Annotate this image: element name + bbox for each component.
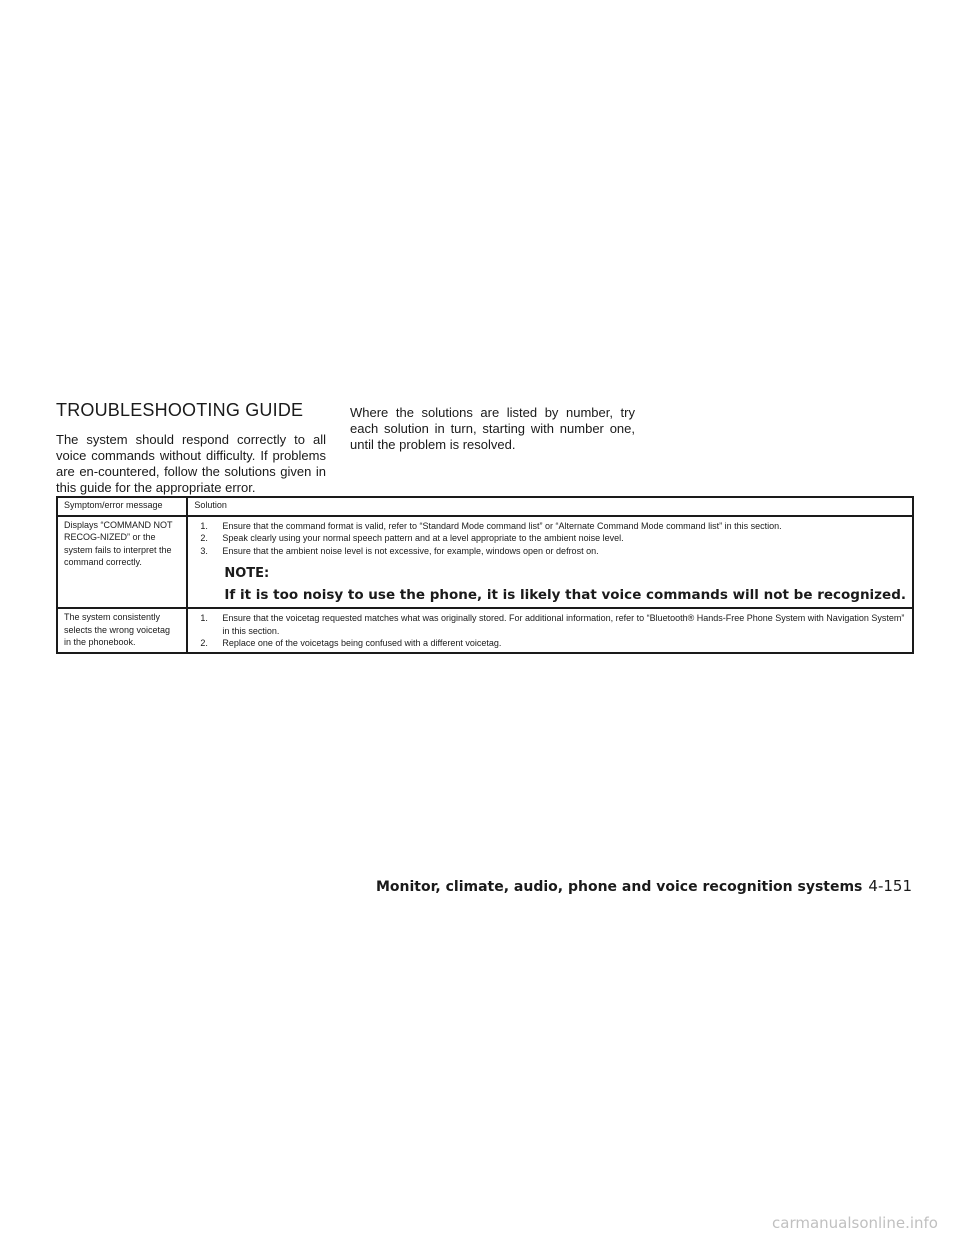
table-row xyxy=(57,608,913,653)
step-text: Ensure that the ambient noise level is not excessive, for example, windows open or defrost on. xyxy=(222,545,599,556)
step-number: 3. xyxy=(200,545,208,556)
intro-paragraph-left: The system should respond correctly to all voice commands without difficulty. If problems are en-countered, follow the solutions given in this guide for the appropriate error. xyxy=(56,432,326,495)
step-number: 1. xyxy=(200,613,208,623)
symptom-cell: Displays “COMMAND NOT RECOG-NIZED” or the system fails to interpret the command correctly. xyxy=(57,516,187,609)
symptom-cell: The system consistently selects the wrong voicetag in the phonebook. xyxy=(57,608,187,653)
solution-cell xyxy=(187,516,913,609)
solution-steps xyxy=(194,612,906,650)
page-footer xyxy=(376,877,912,895)
step-text: Speak clearly using your normal speech pattern and at a level appropriate to the ambient noise level. xyxy=(222,533,624,543)
step-number: 2. xyxy=(200,638,208,648)
solution-step xyxy=(194,532,906,545)
chapter-title: Monitor, climate, audio, phone and voice recognition systems xyxy=(375,879,863,895)
note-label: NOTE: xyxy=(224,566,270,581)
watermark: carmanualsonline.info xyxy=(772,1214,938,1232)
troubleshooting-table xyxy=(56,496,914,654)
note-text: If it is too noisy to use the phone, it is likely that voice commands will not be recognized. xyxy=(224,587,906,603)
solution-step xyxy=(194,612,906,637)
solution-steps xyxy=(194,520,906,558)
section-title: TROUBLESHOOTING GUIDE xyxy=(56,400,304,420)
step-text: Replace one of the voicetags being confused with a different voicetag. xyxy=(222,638,502,648)
solution-step xyxy=(194,545,906,558)
header-symptom: Symptom/error message xyxy=(57,497,187,516)
table-row xyxy=(57,516,913,609)
solution-cell xyxy=(187,608,913,653)
table-header-row xyxy=(57,497,913,516)
solution-step xyxy=(194,520,906,533)
page-number: 4-151 xyxy=(868,877,912,895)
step-text: Ensure that the command format is valid, refer to “Standard Mode command list” or “Alternate Command Mode command list” in this section. xyxy=(222,520,782,531)
intro-paragraph-right: Where the solutions are listed by number, try each solution in turn, starting with number one, until the problem is resolved. xyxy=(350,405,635,452)
step-text: Ensure that the voicetag requested matches what was originally stored. For additional information, refer to “Bluetooth® Hands-Free Phone System with Navigation System” in this section. xyxy=(222,613,905,636)
solution-step xyxy=(194,637,906,650)
header-solution: Solution xyxy=(187,497,913,516)
step-number: 2. xyxy=(200,533,208,543)
step-number: 1. xyxy=(200,520,208,531)
